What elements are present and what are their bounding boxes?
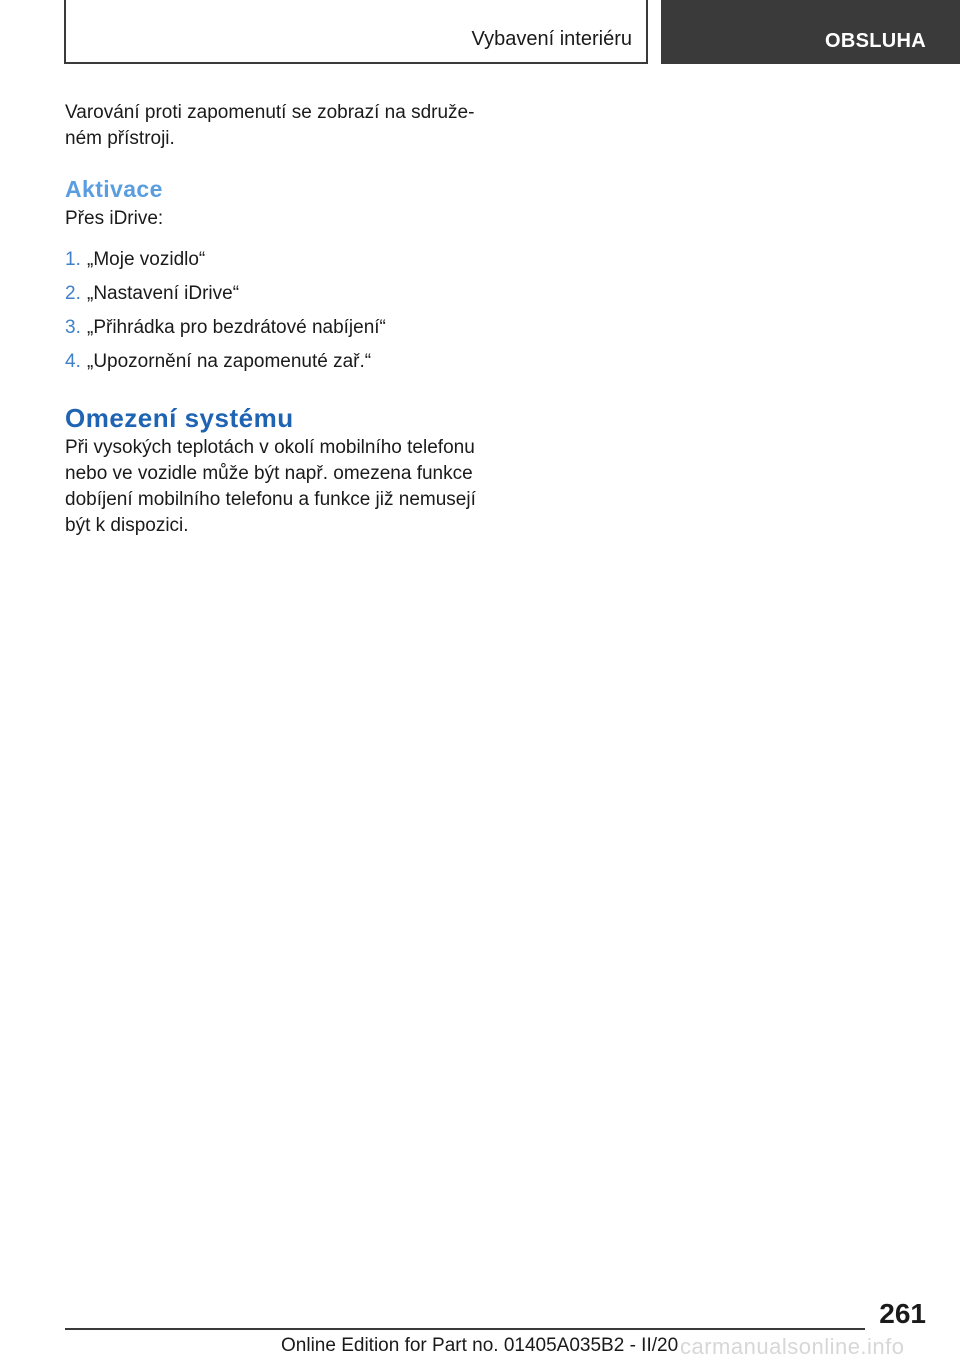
edition-note: Online Edition for Part no. 01405A035B2 - II/20 — [281, 1335, 679, 1356]
step-number: 1. — [65, 249, 81, 270]
step-label: „Nastavení iDrive“ — [87, 283, 240, 304]
intro-paragraph: Varování proti zapomenutí se zobrazí na sdruženém přístroji. — [65, 102, 475, 149]
list-item — [65, 281, 485, 315]
step-number: 2. — [65, 283, 81, 304]
page-number: 261 — [879, 1298, 926, 1329]
step-label: „Moje vozidlo“ — [87, 249, 206, 270]
list-item — [65, 247, 485, 281]
list-item — [65, 349, 485, 383]
step-number: 4. — [65, 351, 81, 372]
list-item — [65, 315, 485, 349]
activation-steps — [65, 247, 485, 383]
section-title: Vybavení interiéru — [471, 28, 632, 50]
header-section-box — [64, 0, 648, 64]
step-label: „Přihrádka pro bezdrátové nabíjení“ — [87, 317, 386, 338]
page-content — [65, 100, 485, 539]
step-number: 3. — [65, 317, 81, 338]
activation-heading: Aktivace — [65, 176, 163, 202]
watermark: carmanualsonline.info — [680, 1334, 905, 1359]
chapter-tab — [661, 0, 960, 64]
step-label: „Upozornění na zapomenuté zař.“ — [87, 351, 372, 372]
activation-lead: Přes iDrive: — [65, 208, 164, 229]
chapter-tab-label: OBSLUHA — [825, 30, 926, 52]
system-limits-paragraph: Při vysokých teplotách v okolí mobilního telefonu nebo ve vozidle může být např. omezena funkce dobíjení mobilního telefonu a funkce již nemusejí být k dispozici. — [65, 437, 476, 536]
system-limits-heading: Omezení systému — [65, 403, 294, 433]
footer-divider — [65, 1328, 865, 1330]
